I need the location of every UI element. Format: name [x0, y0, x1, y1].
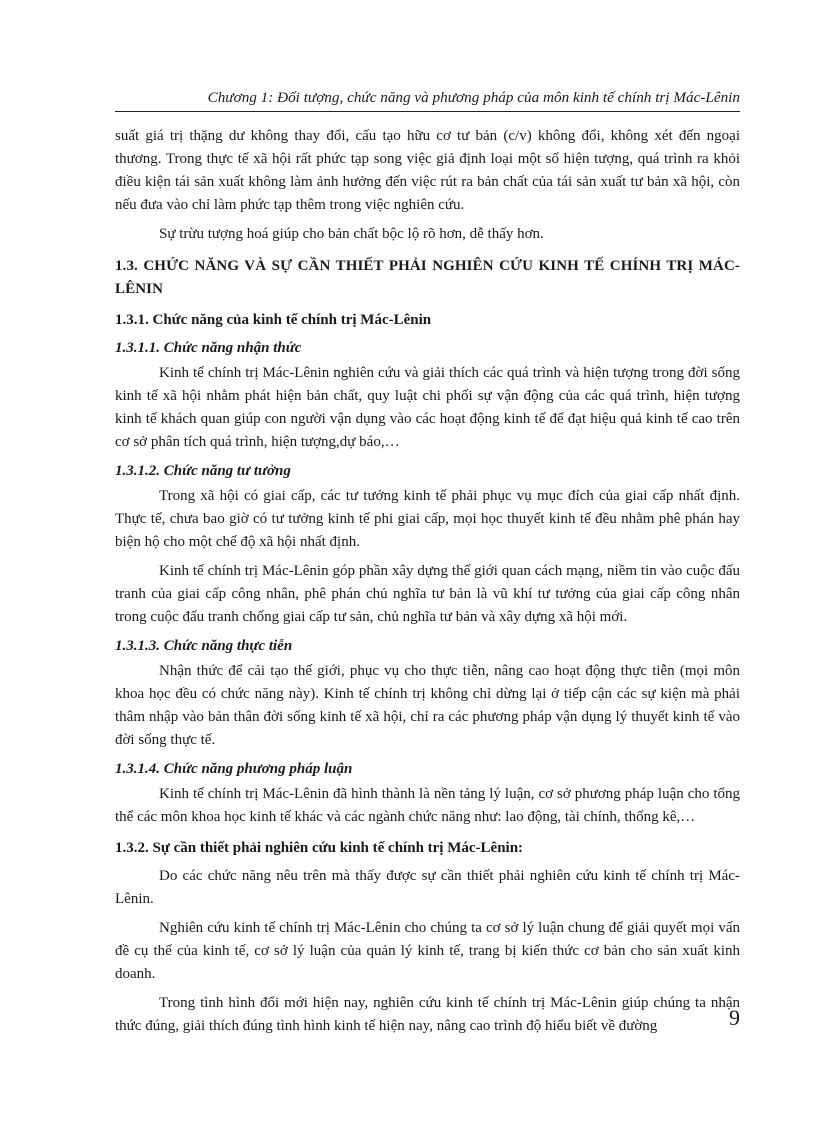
paragraph-ideology-1: Trong xã hội có giai cấp, các tư tưởng kinh tế phải phục vụ mục đích của giai cấp nhất định. Thực tế, chưa bao giờ có tư tưởng kinh tế phi giai cấp, mọi học thuyết kinh tế đều nhằm phê phán hay biện hộ cho một chế độ xã hội nhất định. [115, 488, 740, 550]
paragraph-practical-function: Nhận thức để cải tạo thế giới, phục vụ cho thực tiễn, nâng cao hoạt động thực tiễn (mọi môn khoa học đều có chức năng này). Kinh tế chính trị không chỉ dừng lại ở tiếp cận các sự kiện mà phải thâm nhập vào bản thân đời sống kinh tế xã hội, chỉ ra các phương pháp vận dụng lý thuyết kinh tế vào đời sống thực tế. [115, 663, 740, 748]
section-heading-1-3: 1.3. CHỨC NĂNG VÀ SỰ CẦN THIẾT PHẢI NGHIÊN CỨU KINH TẾ CHÍNH TRỊ MÁC-LÊNIN [115, 258, 740, 297]
paragraph-methodology-function: Kinh tế chính trị Mác-Lênin đã hình thành là nền tảng lý luận, cơ sở phương pháp luận cho tổng thể các môn khoa học kinh tế khác và các ngành chức năng như: lao động, tài chính, thống kê,… [115, 786, 740, 825]
heading-1-3-1-3: 1.3.1.3. Chức năng thực tiễn [115, 638, 293, 654]
paragraph-intro-continued: suất giá trị thặng dư không thay đổi, cấu tạo hữu cơ tư bản (c/v) không đổi, không xét đến ngoại thương. Trong thực tế xã hội rất phức tạp song việc giả định loại một số hiện tượng, quá trình ra khỏi điều kiện tái sản xuất không làm ảnh hưởng đến việc rút ra bản chất của tái sản xuất tư bản xã hội, còn nếu đưa vào chỉ làm phức tạp thêm trong việc nghiên cứu. [115, 128, 740, 213]
heading-1-3-1-4: 1.3.1.4. Chức năng phương pháp luận [115, 761, 353, 777]
subsection-heading-1-3-2: 1.3.2. Sự cần thiết phải nghiên cứu kinh tế chính trị Mác-Lênin: [115, 840, 524, 856]
heading-1-3-1-2: 1.3.1.2. Chức năng tư tưởng [115, 463, 291, 479]
page-content [115, 125, 740, 1044]
header-rule [115, 111, 740, 112]
paragraph-ideology-2: Kinh tế chính trị Mác-Lênin góp phần xây dựng thế giới quan cách mạng, niềm tin vào cuộc đấu tranh của giai cấp công nhân, phê phán chủ nghĩa tư bản là vũ khí tư tưởng của giai cấp công nhân trong cuộc đấu tranh chống giai cấp tư sản, chủ nghĩa tư bản và xây dựng xã hội mới. [115, 563, 740, 625]
page-number: 9 [729, 1005, 740, 1030]
subsection-heading-1-3-1: 1.3.1. Chức năng của kinh tế chính trị Mác-Lênin [115, 312, 432, 328]
heading-1-3-1-1: 1.3.1.1. Chức năng nhận thức [115, 340, 302, 356]
paragraph-cognitive-function: Kinh tế chính trị Mác-Lênin nghiên cứu và giải thích các quá trình và hiện tượng trong đời sống kinh tế xã hội nhằm phát hiện bản chất, quy luật chi phối sự vận động của các quá trình, hiện tượng kinh tế khách quan giúp con người vận dụng vào các hoạt động kinh tế để đạt hiệu quả kinh tế cao trên cơ sở phân tích quá trình, hiện tượng,dự báo,… [115, 365, 740, 450]
paragraph-need-3: Trong tình hình đổi mới hiện nay, nghiên cứu kinh tế chính trị Mác-Lênin giúp chúng ta nhận thức đúng, giải thích đúng tình hình kinh tế hiện nay, nâng cao trình độ hiểu biết về đường [115, 995, 740, 1034]
paragraph-need-2: Nghiên cứu kinh tế chính trị Mác-Lênin cho chúng ta cơ sở lý luận chung để giải quyết mọi vấn đề cụ thể của kinh tế, cơ sở lý luận của quản lý kinh tế, trang bị kiến thức cơ bản cho sản xuất kinh doanh. [115, 920, 740, 982]
running-header: Chương 1: Đối tượng, chức năng và phương pháp của môn kinh tế chính trị Mác-Lênin [207, 89, 740, 106]
paragraph-abstraction: Sự trừu tượng hoá giúp cho bản chất bộc lộ rõ hơn, dễ thấy hơn. [159, 226, 544, 242]
paragraph-need-1: Do các chức năng nêu trên mà thấy được sự cần thiết phải nghiên cứu kinh tế chính trị Mác-Lênin. [115, 868, 740, 907]
